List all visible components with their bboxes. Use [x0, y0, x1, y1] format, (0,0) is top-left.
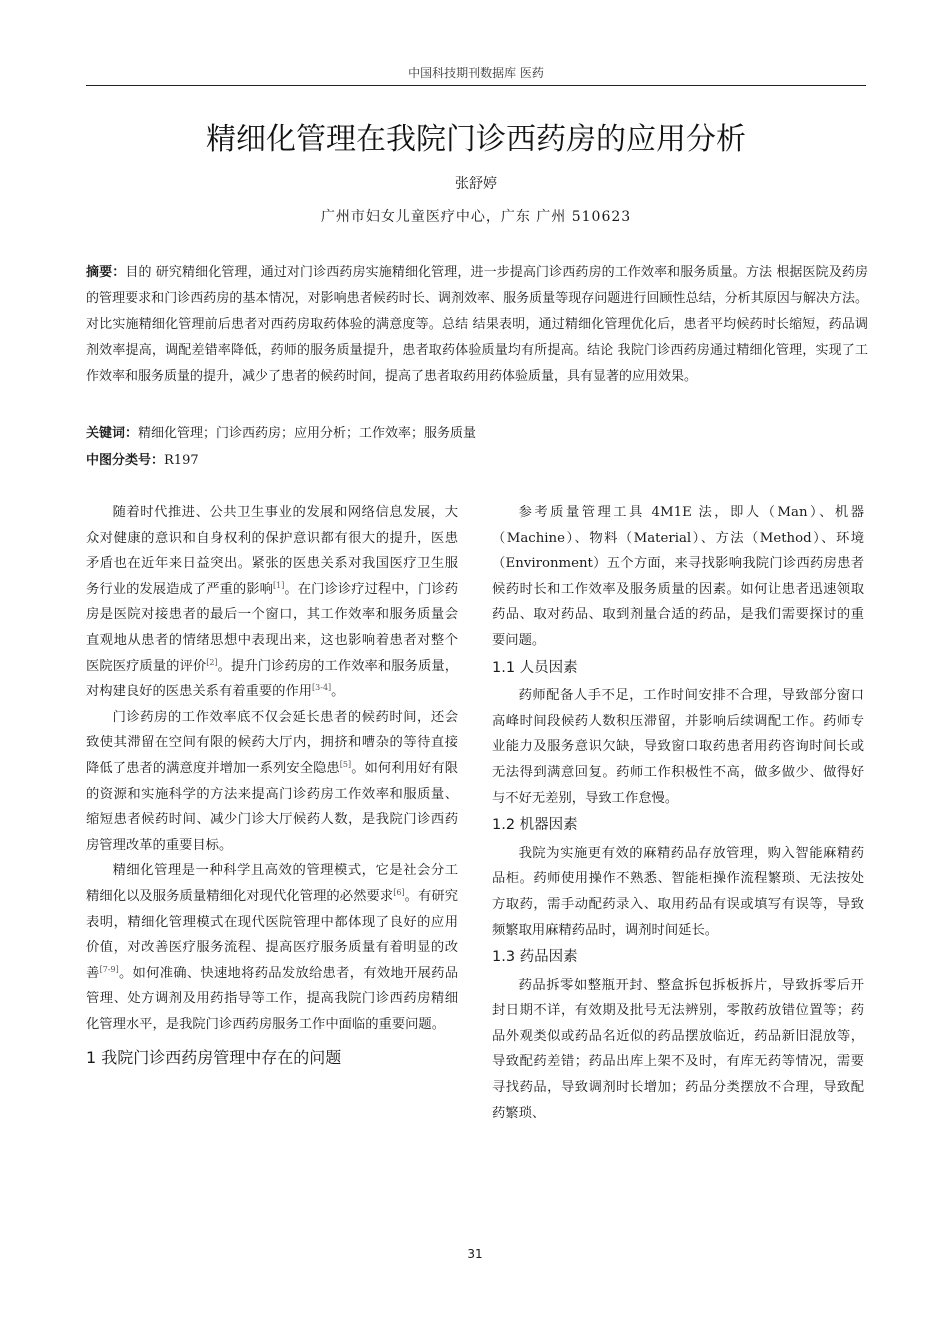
- author-name: 张舒婷: [455, 176, 497, 192]
- text-run: 精细化管理是一种科学且高效的管理模式，它是社会分工精细化以及服务质量精细化对现代化管理的必然要求: [86, 863, 458, 904]
- keywords: [86, 424, 868, 444]
- header-rule: [86, 85, 866, 86]
- abstract-text: 目的 研究精细化管理，通过对门诊西药房实施精细化管理，进一步提高门诊西药房的工作效率和服务质量。方法 根据医院及药房的管理要求和门诊西药房的基本情况，对影响患者候药时长、调剂效率、服务质量等现存问题进行回顾性总结，分析其原因与解决方法。对比实施精细化管理前后患者对西药房取药体验的满意度等。总结 结果表明，通过精细化管理优化后，患者平均候药时长缩短，药品调剂效率提高，调配差错率降低，药师的服务质量提升，患者取药体验质量均有所提高。结论 我院门诊西药房通过精细化管理，实现了工作效率和服务质量的提升，减少了患者的候药时间，提高了患者取药用药体验质量，具有显著的应用效果。: [86, 265, 868, 384]
- citation: [2]: [206, 657, 218, 667]
- subsection-heading: 1.3 药品因素: [492, 949, 578, 966]
- subsection-heading: 1.2 机器因素: [492, 817, 578, 834]
- abstract: [86, 260, 868, 390]
- abstract-label: 摘要：: [86, 265, 126, 280]
- text-run: 。如何利用好有限的资源和实施科学的方法来提高门诊药房工作效率和服质量、缩短患者候药时间、减少门诊大厅候药人数，是我院门诊西药房管理改革的重要目标。: [86, 760, 459, 853]
- paragraph: 药师配备人手不足，工作时间安排不合理，导致部分窗口高峰时间段候药人数积压滞留，并影响后续调配工作。药师专业能力及服务意识欠缺，导致窗口取药患者用药咨询时间长或无法得到满意回复。药师工作积极性不高，做多做少、做得好与不好无差别，导致工作怠慢。: [492, 688, 864, 806]
- paragraph: [86, 705, 458, 859]
- text-run: 。: [331, 684, 345, 700]
- paragraph: [86, 500, 458, 705]
- author-affiliation: 广州市妇女儿童医疗中心，广东 广州 510623: [320, 209, 632, 225]
- paragraph: 参考质量管理工具 4M1E 法，即人（Man）、机器（Machine）、物料（Material）、方法（Method）、环境（Environment）五个方面，来寻找影响我院门诊西药房患者候药时长和工作效率及服务质量的因素。如何让患者迅速领取药品、取对药品、取到剂量合适的药品，是我们需要探讨的重要问题。: [492, 505, 864, 648]
- running-header: 中国科技期刊数据库 医药: [408, 66, 544, 80]
- citation: [1]: [273, 580, 285, 590]
- page-number: 31: [467, 1247, 483, 1261]
- classification-label: 中图分类号：: [86, 453, 165, 468]
- classification-text: R197: [164, 453, 199, 468]
- text-run: 。提升门诊药房的工作效率和服务质量，对构建良好的医患关系有着重要的作用: [86, 658, 458, 700]
- text-run: 门诊药房的工作效率底不仅会延长患者的候药时间，还会致使其滞留在空间有限的候药大厅内，拥挤和嘈杂的等待直接降低了患者的满意度并增加一系列安全隐患: [86, 709, 458, 776]
- subsection-heading: 1.1 人员因素: [492, 659, 578, 676]
- classification-number: [86, 451, 868, 471]
- citation: [5]: [339, 759, 352, 769]
- keywords-text: 精细化管理；门诊西药房；应用分析；工作效率；服务质量: [138, 426, 477, 441]
- section-heading: 1 我院门诊西药房管理中存在的问题: [86, 1048, 342, 1068]
- right-column: [492, 500, 864, 1126]
- citation: [3-4]: [312, 683, 332, 693]
- citation: [6]: [393, 887, 405, 897]
- text-run: 。如何准确、快速地将药品发放给患者，有效地开展药品管理、处方调剂及用药指导等工作，提高我院门诊西药房精细化管理水平，是我院门诊西药房服务工作中面临的重要问题。: [86, 965, 459, 1032]
- citation: [7-9]: [99, 964, 119, 974]
- article-title: 精细化管理在我院门诊西药房的应用分析: [206, 122, 746, 157]
- text-run: 。有研究表明，精细化管理模式在现代医院管理中都体现了良好的应用价值，对改善医疗服务流程、提高医疗服务质量有着明显的改善: [86, 888, 459, 981]
- left-column: [86, 500, 458, 1077]
- paragraph: 我院为实施更有效的麻精药品存放管理，购入智能麻精药品柜。药师使用操作不熟悉、智能柜操作流程繁琐、无法按处方取药，需手动配药录入、取用药品有误或填写有误等，导致频繁取用麻精药品时，调剂时间延长。: [492, 845, 864, 938]
- paragraph: 药品拆零如整瓶开封、整盒拆包拆板拆片，导致拆零后开封日期不详，有效期及批号无法辨别，零散药放错位置等；药品外观类似或药品名近似的药品摆放临近，药品新旧混放等，导致配药差错；药品出库上架不及时，有库无药等情况，需要寻找药品，导致调剂时长增加；药品分类摆放不合理，导致配药繁琐、: [492, 977, 864, 1121]
- keywords-label: 关键词：: [86, 426, 139, 441]
- paragraph: [86, 858, 458, 1037]
- text-run: 。在门诊诊疗过程中，门诊药房是医院对接患者的最后一个窗口，其工作效率和服务质量会直观地从患者的情绪思想中表现出来，这也影响着患者对整个医院医疗质量的评价: [86, 581, 459, 674]
- text-run: 随着时代推进、公共卫生事业的发展和网络信息发展，大众对健康的意识和自身权利的保护意识都有很大的提升，医患矛盾也在近年来日益突出。紧张的医患关系对我国医疗卫生服务行业的发展造成了严重的影响: [86, 505, 458, 597]
